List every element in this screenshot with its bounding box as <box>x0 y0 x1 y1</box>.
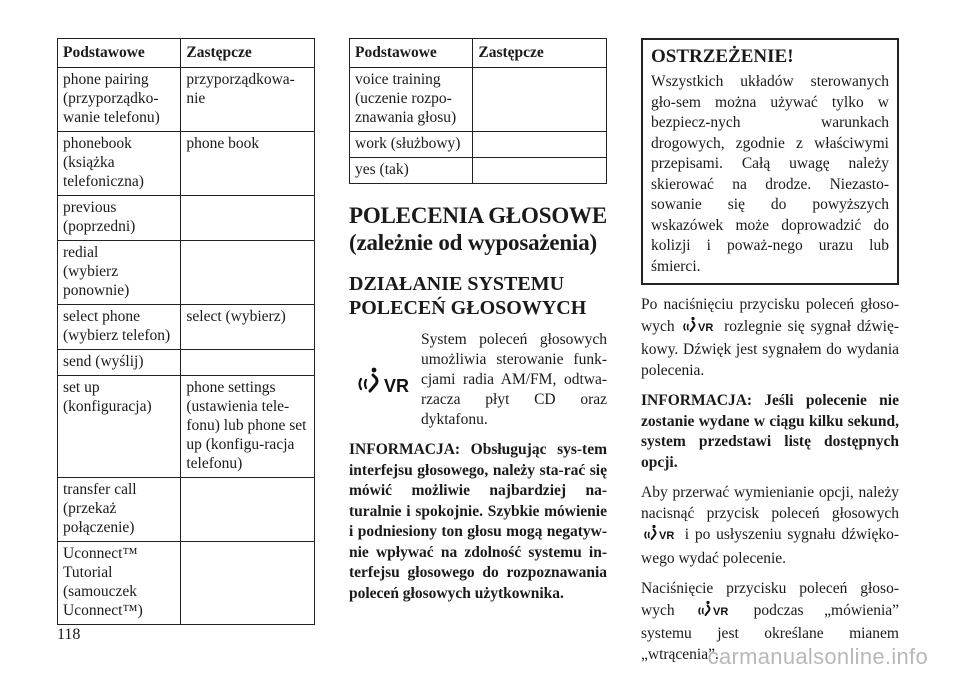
svg-text:VR: VR <box>713 605 729 618</box>
alternative-command-cell <box>181 542 315 625</box>
paragraph-text-before: Naciśnięcie przycisku poleceń głoso-wych <box>641 580 899 619</box>
table-header-row <box>350 39 607 68</box>
primary-command-cell: phonebook (książka telefoniczna) <box>58 132 181 196</box>
paragraph-text-after: podczas „mówienia” systemu jest określane mianem „wtrącenia”. <box>641 601 900 663</box>
table-row <box>350 132 607 158</box>
table-row <box>58 132 315 196</box>
paragraph-text-before: Aby przerwać wymienianie opcji, należy nacisnąć przycisk poleceń głosowych <box>641 484 899 522</box>
primary-command-cell: select phone (wybierz telefon) <box>58 305 181 350</box>
table-row <box>58 196 315 241</box>
alternative-command-cell <box>181 350 315 376</box>
alternative-command-cell <box>473 132 607 158</box>
paragraph-text-after: rozlegnie się sygnał dźwię-kowy. Dźwięk jest sygnałem do wydania polecenia. <box>641 317 899 379</box>
column-header-primary: Podstawowe <box>350 39 473 68</box>
svg-text:VR: VR <box>659 530 675 542</box>
alternative-command-cell: phone settings (ustawienia tele-fonu) lub phone set up (konfigu-racja telefonu) <box>181 376 315 478</box>
voice-recognition-icon <box>682 316 716 341</box>
table-row <box>58 350 315 376</box>
subsection-heading: DZIAŁANIE SYSTEMU POLECEŃ GŁOSOWYCH <box>349 273 587 319</box>
paragraph-text-before: Po naciśnięciu przycisku poleceń głoso-wych <box>641 296 899 335</box>
column-header-alternative: Zastępcze <box>473 39 607 68</box>
vr-intro-block <box>349 330 607 430</box>
voice-commands-table-2 <box>349 38 607 184</box>
table-row <box>58 542 315 625</box>
primary-command-cell: transfer call (przekaż połączenie) <box>58 478 181 542</box>
alternative-command-cell <box>181 196 315 241</box>
alternative-command-cell <box>181 478 315 542</box>
note-speak-naturally: INFORMACJA: Obsługując sys-tem interfejsu głosowego, należy sta-rać się mówić możliwie najbardziej na-turalnie i spokojnie. Szybkie mówienie i podniesiony ton głosu mogą negatyw-nie wpływać na zdolność systemu in-terfejsu głosowego do rozpoznawania poleceń głosowych użytkownika. <box>349 441 607 602</box>
alternative-command-cell <box>181 241 315 305</box>
table-row <box>350 158 607 184</box>
primary-command-cell: work (służbowy) <box>350 132 473 158</box>
paragraph-button-press <box>641 295 899 381</box>
table-header-row <box>58 39 315 68</box>
voice-recognition-icon <box>643 524 677 549</box>
table-row <box>350 68 607 132</box>
primary-command-cell: redial (wybierz ponownie) <box>58 241 181 305</box>
primary-command-cell: Uconnect™ Tutorial (samouczek Uconnect™) <box>58 542 181 625</box>
primary-command-cell: phone pairing (przyporządko- wanie telefonu) <box>58 68 181 132</box>
section-heading: POLECENIA GŁOSOWE (zależnie od wyposażenia) <box>349 203 607 255</box>
alternative-command-cell <box>473 158 607 184</box>
table-body <box>350 68 607 184</box>
primary-command-cell: set up (konfiguracja) <box>58 376 181 478</box>
primary-command-cell: yes (tak) <box>350 158 473 184</box>
primary-command-cell: previous (poprzedni) <box>58 196 181 241</box>
column-header-primary: Podstawowe <box>58 39 181 68</box>
vr-intro-text: System poleceń głosowych umożliwia sterowanie funk-cjami radia AM/FM, odtwa-rzacza płyt CD oraz dyktafonu. <box>421 331 607 428</box>
table-row <box>58 376 315 478</box>
svg-text:VR: VR <box>384 376 410 396</box>
note-options-list: INFORMACJA: Jeśli polecenie nie zostanie wydane w ciągu kilku sekund, system przedstawi listę dostępnych opcji. <box>641 392 899 471</box>
table-body <box>58 68 315 625</box>
table-row <box>58 478 315 542</box>
alternative-command-cell <box>473 68 607 132</box>
table-row <box>58 305 315 350</box>
voice-recognition-icon <box>349 330 421 430</box>
warning-title: OSTRZEŻENIE! <box>651 46 794 67</box>
primary-command-cell: send (wyślij) <box>58 350 181 376</box>
alternative-command-cell: phone book <box>181 132 315 196</box>
paragraph-text-after: i po usłyszeniu sygnału dźwięko-wego wydać polecenie. <box>641 526 900 567</box>
paragraph-interrupt <box>641 483 899 569</box>
voice-recognition-icon <box>697 600 731 625</box>
warning-body: Wszystkich układów sterowanych gło-sem można używać tylko w bezpiecz-nych warunkach drogowych, zgodnie z właściwymi przepisami. Całą uwagę należy skierować na drodze. Niezasto-sowanie się do powyższych wskazówek może doprowadzić do kolizji i poważ-nego urazu lub śmierci. <box>651 73 889 275</box>
right-column <box>641 38 899 665</box>
svg-text:VR: VR <box>698 321 714 334</box>
warning-box <box>641 38 899 285</box>
table-row <box>58 68 315 132</box>
column-header-alternative: Zastępcze <box>181 39 315 68</box>
middle-column <box>349 38 607 604</box>
voice-commands-table-1 <box>57 38 315 625</box>
alternative-command-cell: przyporządkowa- nie <box>181 68 315 132</box>
page-number: 118 <box>57 626 81 643</box>
alternative-command-cell: select (wybierz) <box>181 305 315 350</box>
table-row <box>58 241 315 305</box>
primary-command-cell: voice training (uczenie rozpo- znawania głosu) <box>350 68 473 132</box>
watermark: carmanualsonline.info <box>707 644 928 669</box>
left-column <box>57 38 315 625</box>
